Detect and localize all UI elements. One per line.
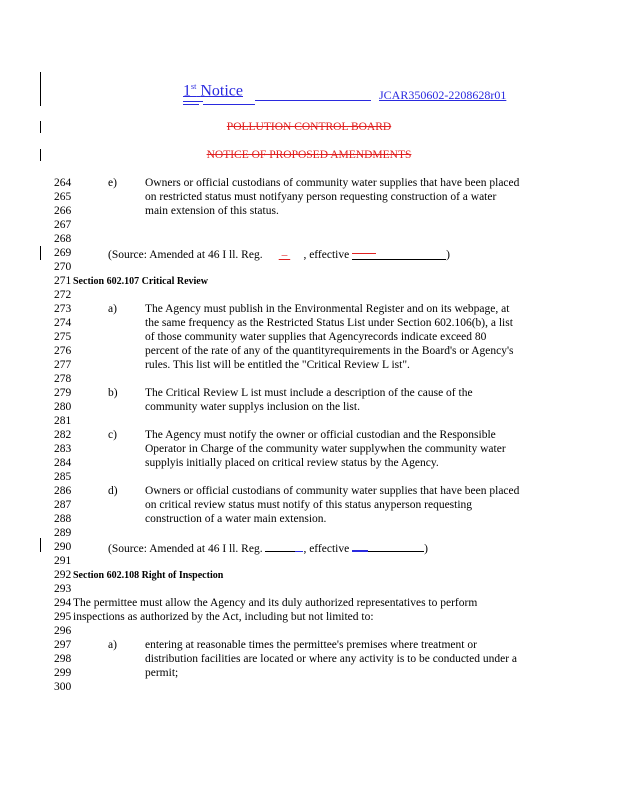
line-number: 286 <box>54 485 72 497</box>
line-number: 280 <box>54 401 72 413</box>
body-text: on restricted status must notifyany person requesting construction of a water <box>145 191 497 203</box>
source-effective: , effective <box>303 543 350 555</box>
notice-number: 1 <box>183 82 191 100</box>
body-text: distribution facilities are located or where any activity is to be conducted under a <box>145 653 518 665</box>
body-text: on critical review status must notify of this status anyperson requesting <box>145 499 473 511</box>
blank-field: – <box>278 249 291 261</box>
subsection-label: e) <box>108 177 117 189</box>
line-number: 279 <box>54 387 72 399</box>
line-number: 275 <box>54 331 72 343</box>
body-text: permit; <box>145 667 179 679</box>
line-number: 277 <box>54 359 72 371</box>
body-text: The Agency must publish in the Environmental Register and on its webpage, at <box>145 303 510 315</box>
section-heading: Section 602.107 Critical Review <box>73 276 208 287</box>
notice-superscript: st <box>191 82 197 91</box>
line-number: 284 <box>54 457 72 469</box>
line-number: 288 <box>54 513 72 525</box>
line-number: 299 <box>54 667 72 679</box>
source-text: (Source: Amended at 46 I ll. Reg. <box>108 249 263 261</box>
line-number: 300 <box>54 681 72 693</box>
body-text: percent of the rate of any of the quantityrequirements in the Board's or Agency's <box>145 345 514 357</box>
jcar-code: JCAR350602-2208628r01 <box>379 88 507 102</box>
body-text: Operator in Charge of the community water supplywhen the community water <box>145 443 506 455</box>
line-number: 266 <box>54 205 72 217</box>
line-number: 293 <box>54 583 72 595</box>
blank-field <box>352 249 446 260</box>
line-number: 297 <box>54 639 72 651</box>
body-text: construction of a water main extension. <box>145 513 327 525</box>
line-number: 272 <box>54 289 72 301</box>
body-text: The Agency must notify the owner or official custodian and the Responsible <box>145 429 496 441</box>
body-text: Owners or official custodians of community water supplies that have been placed <box>145 485 520 497</box>
line-number: 290 <box>54 541 72 553</box>
body-text: entering at reasonable times the permittee's premises where treatment or <box>145 639 477 651</box>
source-effective: , effective <box>303 249 350 261</box>
line-number: 282 <box>54 429 72 441</box>
source-end: ) <box>424 543 428 555</box>
blue-mark <box>352 541 368 552</box>
body-text: The Critical Review L ist must include a description of the cause of the <box>145 387 473 399</box>
underline <box>255 100 371 101</box>
blank-field <box>352 541 424 552</box>
line-number: 295 <box>54 611 72 623</box>
source-text: (Source: Amended at 46 I ll. Reg. <box>108 543 263 555</box>
body-text: Owners or official custodians of community water supplies that have been placed <box>145 177 520 189</box>
line-number: 264 <box>54 177 72 189</box>
change-bar <box>40 246 41 260</box>
subsection-label: a) <box>108 303 117 315</box>
notice-heading: NOTICE OF PROPOSED AMENDMENTS <box>206 149 412 161</box>
notice-label: Notice <box>200 82 243 100</box>
line-number: 294 <box>54 597 72 609</box>
line-number: 265 <box>54 191 72 203</box>
line-number: 274 <box>54 317 72 329</box>
source-note <box>108 247 450 261</box>
board-title: POLLUTION CONTROL BOARD <box>226 121 392 133</box>
body-text: main extension of this status. <box>145 205 279 217</box>
line-number: 269 <box>54 247 72 259</box>
underline <box>183 101 203 102</box>
source-note <box>108 541 428 555</box>
line-number: 273 <box>54 303 72 315</box>
line-number: 291 <box>54 555 72 567</box>
subsection-label: c) <box>108 429 117 441</box>
line-number: 281 <box>54 415 72 427</box>
subsection-label: b) <box>108 387 118 399</box>
body-text: of those community water supplies that Agencyrecords indicate exceed 80 <box>145 331 487 343</box>
line-number: 298 <box>54 653 72 665</box>
body-text: community water supplys inclusion on the list. <box>145 401 360 413</box>
section-heading: Section 602.108 Right of Inspection <box>73 570 224 581</box>
line-number: 285 <box>54 471 72 483</box>
line-number: 296 <box>54 625 72 637</box>
red-mark <box>352 249 376 254</box>
line-number: 271 <box>54 275 72 287</box>
line-number: 276 <box>54 345 72 357</box>
change-bar <box>40 72 41 106</box>
body-text: inspections as authorized by the Act, including but not limited to: <box>73 611 374 623</box>
change-bar <box>40 538 41 552</box>
line-number: 268 <box>54 233 72 245</box>
line-number: 292 <box>54 569 72 581</box>
underline <box>203 104 255 105</box>
subsection-label: d) <box>108 485 118 497</box>
line-number: 283 <box>54 443 72 455</box>
underline <box>183 104 199 105</box>
body-text: the same frequency as the Restricted Status List under Section 602.106(b), a list <box>145 317 513 329</box>
subsection-label: a) <box>108 639 117 651</box>
line-number: 287 <box>54 499 72 511</box>
body-text: supplyis initially placed on critical review status by the Agency. <box>145 457 439 469</box>
source-end: ) <box>446 249 450 261</box>
line-number: 289 <box>54 527 72 539</box>
line-number: 270 <box>54 261 72 273</box>
notice-title <box>183 82 243 100</box>
blank-field <box>265 541 295 552</box>
body-text: rules. This list will be entitled the "Critical Review L ist". <box>145 359 410 371</box>
line-number: 278 <box>54 373 72 385</box>
body-text: The permittee must allow the Agency and its duly authorized representatives to perform <box>73 597 478 609</box>
line-number: 267 <box>54 219 72 231</box>
